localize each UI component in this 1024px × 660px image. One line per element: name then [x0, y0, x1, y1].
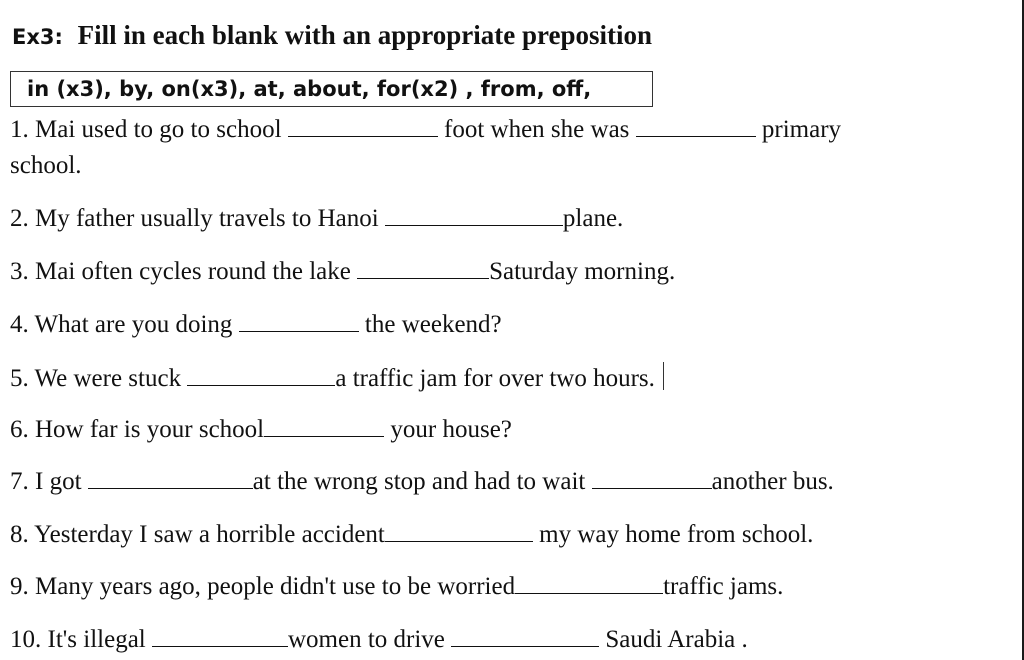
item-text: another bus. [711, 468, 834, 495]
item-text: at the wrong stop and had to wait [252, 468, 592, 495]
item-text: plane. [562, 205, 624, 232]
item-text: 1. Mai used to go to school [10, 116, 288, 143]
item-text: Saturday morning. [489, 258, 676, 285]
exercise-item-1-continued [10, 151, 82, 181]
exercise-item-6 [10, 414, 512, 445]
item-text: 6. How far is your school [10, 416, 265, 443]
answer-blank[interactable] [515, 571, 663, 594]
exercise-item-3 [10, 256, 675, 287]
answer-blank[interactable] [636, 114, 756, 137]
exercise-item-4 [10, 309, 502, 340]
item-text: 5. We were stuck [10, 365, 188, 392]
answer-blank[interactable] [451, 624, 599, 647]
item-text: Saudi Arabia . [599, 626, 748, 653]
text-cursor [663, 362, 665, 390]
exercise-label: Ex3: [12, 25, 63, 49]
item-text: foot when she was [437, 116, 636, 143]
item-text: women to drive [287, 626, 452, 653]
exercise-item-2 [10, 203, 623, 234]
item-text: 3. Mai often cycles round the lake [10, 258, 358, 285]
answer-blank[interactable] [88, 466, 253, 489]
exercise-item-5 [10, 362, 664, 394]
item-text: the weekend? [358, 311, 502, 338]
item-text: traffic jams. [663, 573, 784, 600]
item-text: your house? [384, 416, 512, 443]
exercise-heading [12, 20, 652, 51]
item-text: a traffic jam for over two hours. [335, 365, 655, 392]
answer-blank[interactable] [239, 309, 359, 332]
item-text: 7. I got [10, 468, 88, 495]
item-text: 10. It's illegal [10, 626, 152, 653]
item-text: my way home from school. [532, 521, 814, 548]
answer-blank[interactable] [264, 414, 384, 437]
item-text: 2. My father usually travels to Hanoi [10, 205, 385, 232]
exercise-item-9 [10, 571, 783, 602]
item-text: 9. Many years ago, people didn't use to be worried [10, 573, 516, 600]
answer-blank[interactable] [357, 256, 489, 279]
answer-blank[interactable] [152, 624, 288, 647]
item-text: primary [755, 116, 842, 143]
answer-blank[interactable] [385, 203, 563, 226]
item-text: 4. What are you doing [10, 311, 239, 338]
answer-blank[interactable] [288, 114, 438, 137]
exercise-item-7 [10, 466, 834, 497]
exercise-item-1 [10, 114, 841, 145]
exercise-item-8 [10, 519, 813, 550]
answer-blank[interactable] [187, 363, 335, 386]
exercise-item-10 [10, 624, 748, 655]
item-text: school. [10, 152, 82, 179]
answer-blank[interactable] [385, 519, 533, 542]
answer-blank[interactable] [592, 466, 712, 489]
word-bank-box: in (x3), by, on(x3), at, about, for(x2) , from, off, [10, 71, 653, 107]
item-text: 8. Yesterday I saw a horrible accident [10, 521, 385, 548]
exercise-instruction: Fill in each blank with an appropriate preposition [77, 20, 653, 50]
